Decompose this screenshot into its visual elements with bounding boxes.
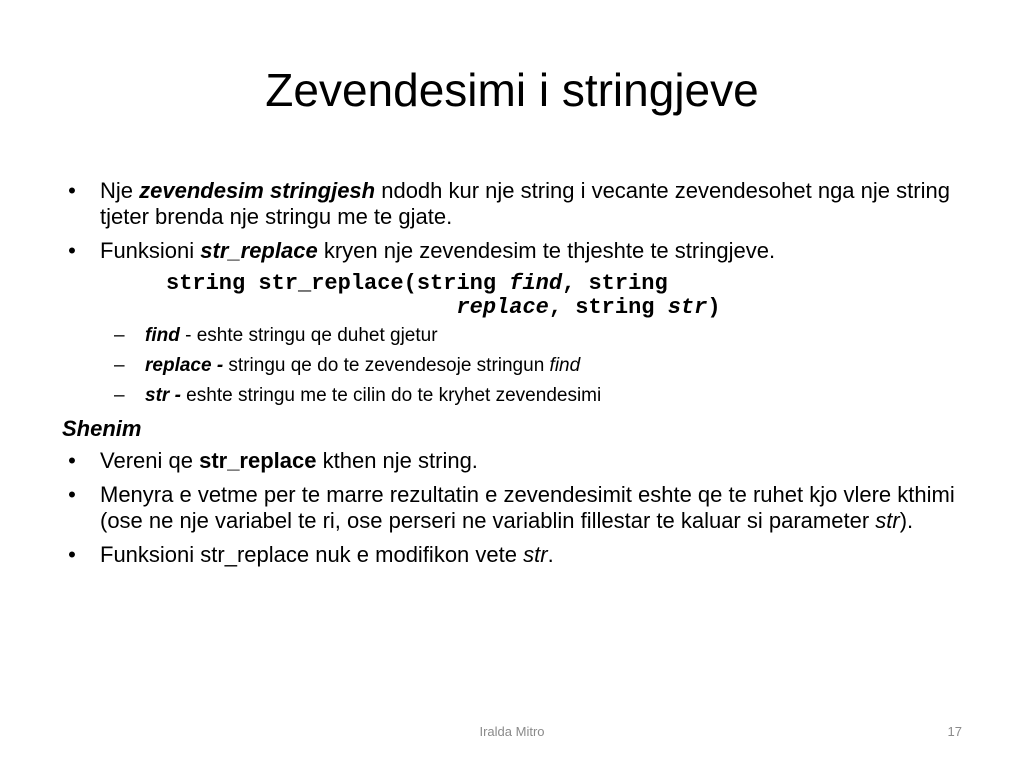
note-text: Funksioni str_replace nuk e modifikon vete [100,542,524,567]
param-term: replace - [145,355,224,376]
param-item [62,384,962,408]
code-param: str [667,295,708,320]
note-italic: str [523,542,548,567]
code-text: ) [707,295,721,320]
bullet-text: Nje [100,178,140,203]
code-text: string str_replace(string [166,271,510,296]
bullet-dot: • [68,448,76,473]
bullet-dot: • [68,238,76,263]
code-param: find [509,271,563,296]
note-text: . [547,542,554,567]
note-text: ). [899,508,914,533]
slide-content [62,178,962,576]
note-item [62,542,962,568]
bullet-dot: • [68,178,76,203]
bullet-emphasis: str_replace [200,238,318,263]
bullet-text: kryen nje zevendesim te thjeshte te stringjeve. [317,238,776,263]
dash-glyph: – [114,355,125,376]
code-text: , string [562,271,668,296]
bullet-dot: • [68,482,76,507]
param-item [62,324,962,348]
dash-glyph: – [114,325,125,346]
bullet-text: ndodh kur nje string i vecante zevendesohet nga nje string tjeter brenda nje stringu me te gjate. [100,178,950,229]
function-signature [166,272,962,320]
param-term: find [145,325,180,346]
bullet-emphasis: zevendesim stringjesh [139,178,376,203]
note-italic: str [875,508,900,533]
bullet-item [62,178,962,230]
bullet-text: Funksioni [100,238,201,263]
note-heading: Shenim [62,416,142,441]
bullet-dot: • [68,542,76,567]
code-param: replace [456,295,549,320]
slide-title: Zevendesimi i stringjeve [265,64,759,116]
bullet-item [62,238,962,264]
note-item [62,448,962,474]
page-number: 17 [947,724,962,739]
note-text: kthen nje string. [316,448,478,473]
code-indent [166,295,456,320]
param-desc-italic: find [549,355,581,376]
note-text: Vereni qe [100,448,200,473]
note-text: Menyra e vetme per te marre rezultatin e zevendesimit eshte qe te ruhet kjo vlere kthimi (ose ne nje variabel te ri, ose perseri ne variablin fillestar te kaluar si parameter [100,482,955,533]
footer-author: Iralda Mitro [479,724,545,739]
note-item [62,482,962,534]
note-emphasis: str_replace [199,448,317,473]
param-desc: eshte stringu me te cilin do te kryhet zevendesimi [180,385,602,406]
param-term: str - [145,385,181,406]
code-text: , string [548,295,668,320]
param-desc: - eshte stringu qe duhet gjetur [179,325,438,346]
param-item [62,354,962,378]
param-desc: stringu qe do te zevendesoje stringun [223,355,550,376]
dash-glyph: – [114,385,125,406]
